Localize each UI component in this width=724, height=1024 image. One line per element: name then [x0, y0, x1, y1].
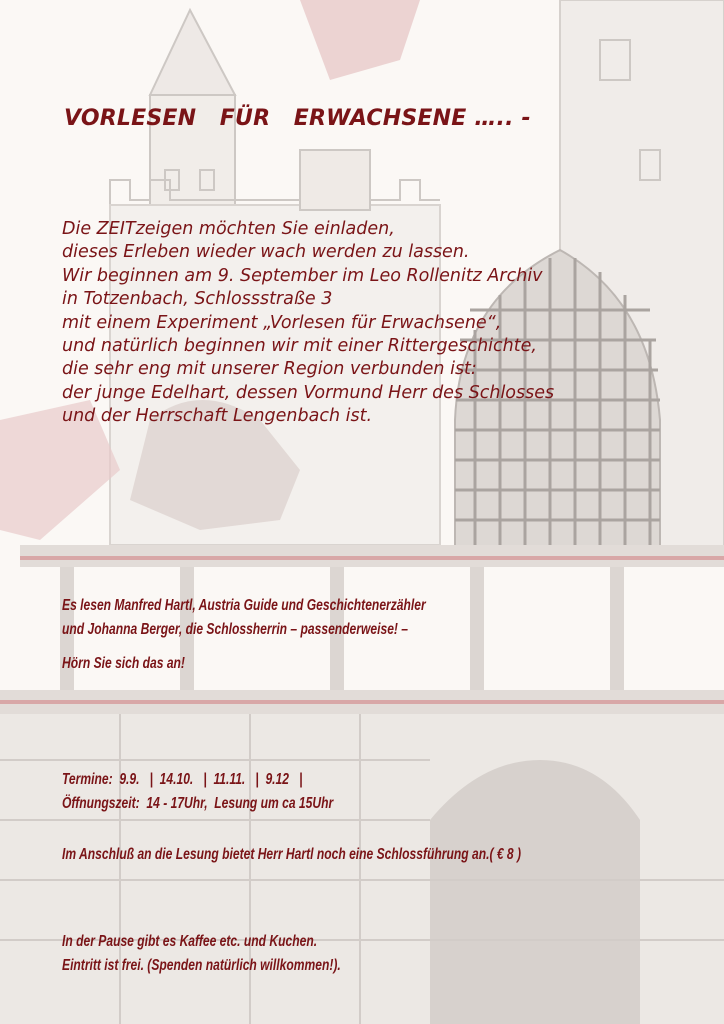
admission-line: Eintritt ist frei. (Spenden natürlich willkommen!).	[62, 957, 341, 974]
intro-line: und natürlich beginnen wir mit einer Rittergeschichte,	[62, 336, 537, 357]
hours-line: Öffnungszeit: 14 - 17Uhr, Lesung um ca 15Uhr	[62, 795, 334, 812]
intro-line: und der Herrschaft Lengenbach ist.	[62, 406, 373, 427]
page-title: VORLESEN FÜR ERWACHSENE ….. -	[64, 106, 531, 131]
intro-line: die sehr eng mit unserer Region verbunden ist:	[62, 359, 477, 380]
readers-section	[62, 594, 426, 676]
readers-line: Es lesen Manfred Hartl, Austria Guide und Geschichtenerzähler	[62, 597, 426, 614]
intro-paragraph	[62, 218, 554, 429]
intro-line: Wir beginnen am 9. September im Leo Rollenitz Archiv	[62, 265, 543, 286]
dates-line: Termine: 9.9. | 14.10. | 11.11. | 9.12 |	[62, 771, 303, 788]
schedule-section	[62, 768, 333, 816]
readers-line: und Johanna Berger, die Schlossherrin – passenderweise! –	[62, 621, 409, 638]
castle-tour-note: Im Anschluß an die Lesung bietet Herr Hartl noch eine Schlossführung an.( € 8 )	[62, 846, 522, 863]
intro-line: mit einem Experiment „Vorlesen für Erwachsene“,	[62, 312, 502, 333]
intro-line: in Totzenbach, Schlossstraße 3	[62, 289, 333, 310]
pause-section	[62, 930, 341, 978]
intro-line: dieses Erleben wieder wach werden zu lassen.	[62, 242, 470, 263]
listen-invitation: Hörn Sie sich das an!	[62, 655, 185, 672]
pause-line: In der Pause gibt es Kaffee etc. und Kuchen.	[62, 933, 318, 950]
intro-line: der junge Edelhart, dessen Vormund Herr des Schlosses	[62, 382, 555, 403]
intro-line: Die ZEITzeigen möchten Sie einladen,	[62, 219, 395, 239]
